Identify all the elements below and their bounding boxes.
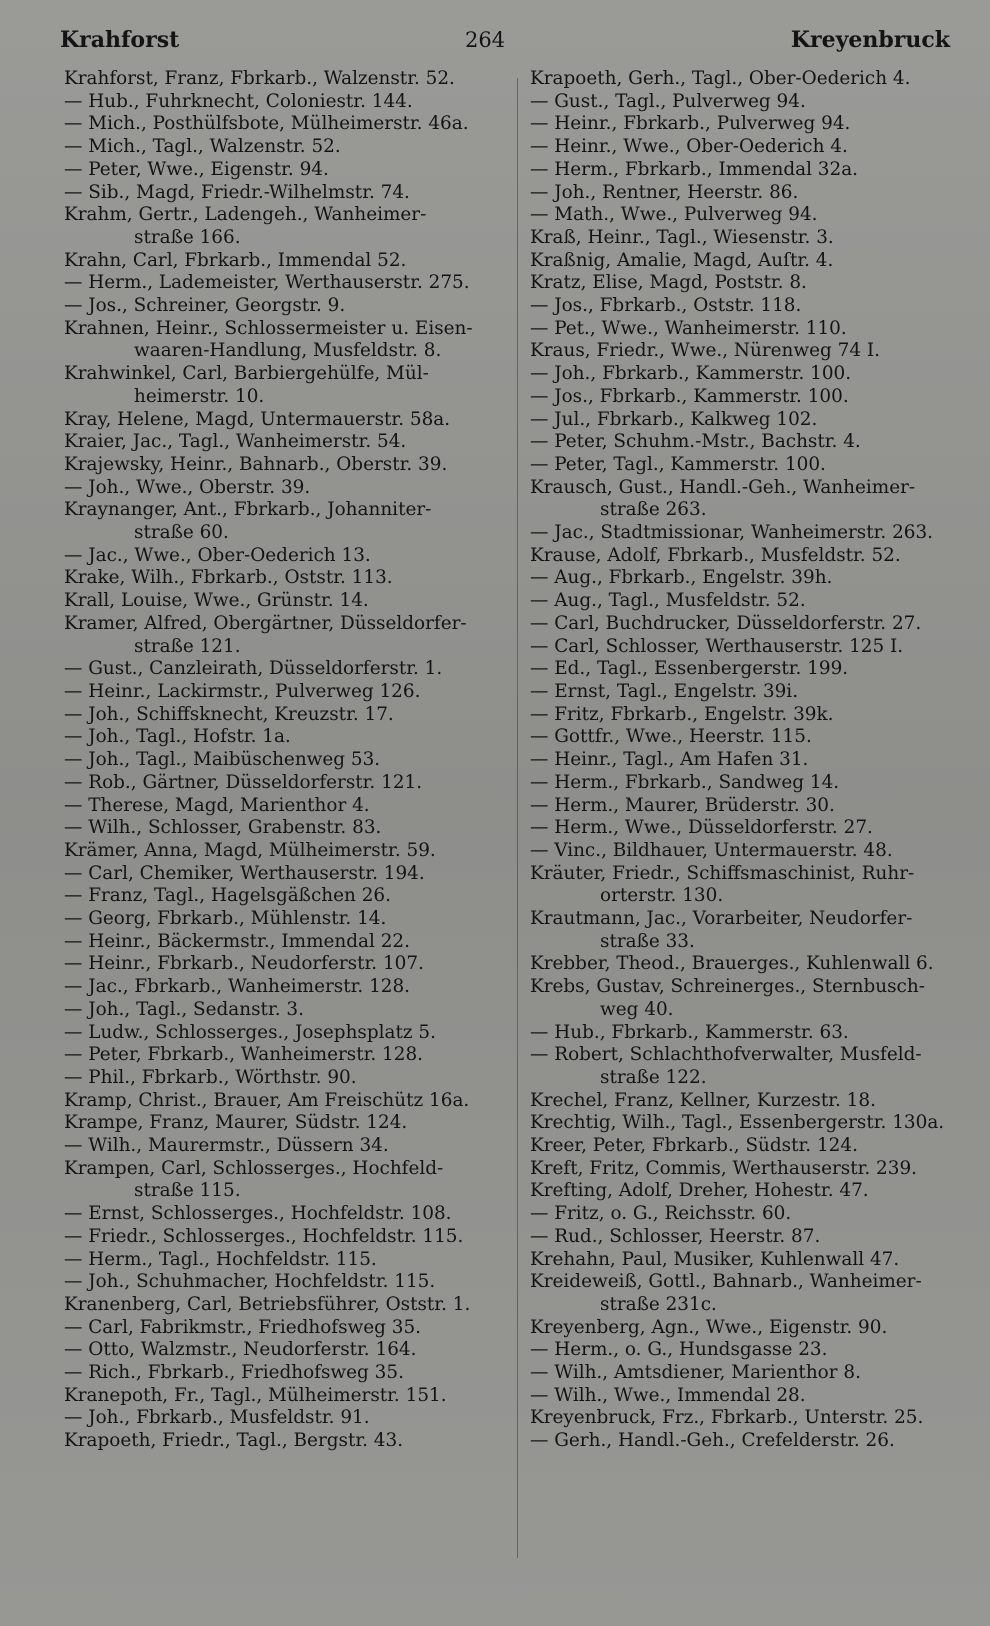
directory-entry: — Gerh., Handl.-Geh., Crefelderstr. 26. — [530, 1430, 895, 1452]
right-column — [530, 68, 970, 1453]
directory-entry: Krehahn, Paul, Musiker, Kuhlenwall 47. — [530, 1248, 900, 1270]
directory-entry: — Jos., Fbrkarb., Kammerstr. 100. — [530, 385, 849, 407]
directory-entry: Krause, Adolf, Fbrkarb., Musfeldstr. 52. — [530, 544, 901, 566]
directory-entry: Krahm, Gertr., Ladengeh., Wanheimer- — [64, 204, 427, 226]
directory-entry: Krahnen, Heinr., Schlossermeister u. Eisen- — [64, 317, 473, 339]
directory-entry: — Heinr., Fbrkarb., Pulverweg 94. — [530, 113, 851, 135]
directory-entry: — Peter, Tagl., Kammerstr. 100. — [530, 453, 826, 475]
directory-entry: — Gottfr., Wwe., Heerstr. 115. — [530, 726, 812, 748]
directory-entry: — Wilh., Amtsdiener, Marienthor 8. — [530, 1362, 861, 1384]
directory-entry: — Franz, Tagl., Hagelsgäßchen 26. — [64, 885, 391, 907]
directory-entry: Kramp, Christ., Brauer, Am Freischütz 16a. — [64, 1089, 470, 1111]
directory-entry: — Aug., Fbrkarb., Engelstr. 39h. — [530, 567, 833, 589]
directory-entry: — Hub., Fuhrknecht, Coloniestr. 144. — [64, 90, 413, 112]
directory-entry: — Jos., Fbrkarb., Oststr. 118. — [530, 295, 802, 317]
directory-entry: Kraus, Friedr., Wwe., Nürenweg 74 I. — [530, 340, 880, 362]
directory-entry: Kraier, Jac., Tagl., Wanheimerstr. 54. — [64, 431, 407, 453]
directory-entry: — Fritz, Fbrkarb., Engelstr. 39k. — [530, 703, 834, 725]
header-right-name: Kreyenbruck — [790, 27, 950, 53]
directory-entry: — Wilh., Schlosser, Grabenstr. 83. — [64, 817, 382, 839]
directory-entry: — Ernst, Tagl., Engelstr. 39i. — [530, 680, 799, 702]
directory-entry: — Heinr., Fbrkarb., Neudorferstr. 107. — [64, 953, 424, 975]
directory-entry: — Sib., Magd, Friedr.-Wilhelmstr. 74. — [64, 181, 410, 203]
directory-entry: Krebs, Gustav, Schreinerges., Sternbusch- — [530, 976, 925, 998]
directory-entry: — Jac., Wwe., Ober-Oederich 13. — [64, 544, 371, 566]
directory-entry: — Jac., Stadtmissionar, Wanheimerstr. 263. — [530, 522, 934, 544]
directory-entry: Krahn, Carl, Fbrkarb., Immendal 52. — [64, 249, 407, 271]
directory-entry: — Herm., Tagl., Hochfeldstr. 115. — [64, 1248, 377, 1270]
directory-entry: — Herm., Maurer, Brüderstr. 30. — [530, 794, 835, 816]
directory-entry: — Carl, Chemiker, Werthauserstr. 194. — [64, 862, 425, 884]
directory-entry: Kräuter, Friedr., Schiffsmaschinist, Ruhr- — [530, 862, 915, 884]
directory-entry: — Joh., Tagl., Maibüschenweg 53. — [64, 749, 381, 771]
directory-entry: — Jul., Fbrkarb., Kalkweg 102. — [530, 408, 818, 430]
directory-entry: — Phil., Fbrkarb., Wörthstr. 90. — [64, 1066, 357, 1088]
directory-entry: — Vinc., Bildhauer, Untermauerstr. 48. — [530, 839, 893, 861]
directory-entry: Krautmann, Jac., Vorarbeiter, Neudorfer- — [530, 908, 913, 930]
directory-entry: Kreft, Fritz, Commis, Werthauserstr. 239. — [530, 1157, 918, 1179]
directory-entry: — Heinr., Wwe., Ober-Oederich 4. — [530, 136, 848, 158]
directory-entry: — Jos., Schreiner, Georgstr. 9. — [64, 295, 346, 317]
directory-entry: Kramer, Alfred, Obergärtner, Düsseldorfer- — [64, 612, 467, 634]
directory-entry: — Therese, Magd, Marienthor 4. — [64, 794, 370, 816]
directory-entry: Kratz, Elise, Magd, Poststr. 8. — [530, 272, 807, 294]
directory-entry-continuation: straße 115. — [134, 1180, 241, 1202]
directory-entry-continuation: straße 231c. — [600, 1293, 717, 1315]
directory-entry-continuation: orterstr. 130. — [600, 885, 724, 907]
directory-entry: — Herm., o. G., Hundsgasse 23. — [530, 1339, 828, 1361]
directory-entry: Krampen, Carl, Schlosserges., Hochfeld- — [64, 1157, 444, 1179]
directory-entry: Krake, Wilh., Fbrkarb., Oststr. 113. — [64, 567, 393, 589]
directory-entry: — Otto, Walzmstr., Neudorferstr. 164. — [64, 1339, 417, 1361]
directory-entry: Krämer, Anna, Magd, Mülheimerstr. 59. — [64, 839, 436, 861]
directory-entry: Krausch, Gust., Handl.-Geh., Wanheimer- — [530, 476, 916, 498]
directory-entry: — Peter, Fbrkarb., Wanheimerstr. 128. — [64, 1044, 424, 1066]
directory-entry: Krechel, Franz, Kellner, Kurzestr. 18. — [530, 1089, 876, 1111]
directory-entry-continuation: weg 40. — [600, 998, 674, 1020]
directory-entry: — Wilh., Wwe., Immendal 28. — [530, 1384, 806, 1406]
directory-entry: — Ed., Tagl., Essenbergerstr. 199. — [530, 658, 849, 680]
directory-entry: — Gust., Tagl., Pulverweg 94. — [530, 90, 806, 112]
directory-entry: — Herm., Wwe., Düsseldorferstr. 27. — [530, 817, 873, 839]
directory-entry: Kraßnig, Amalie, Magd, Auſtr. 4. — [530, 249, 834, 271]
directory-entry: — Rob., Gärtner, Düsseldorferstr. 121. — [64, 771, 423, 793]
directory-entry: Krefting, Adolf, Dreher, Hohestr. 47. — [530, 1180, 869, 1202]
directory-entry: — Hub., Fbrkarb., Kammerstr. 63. — [530, 1021, 849, 1043]
directory-entry: Kranenberg, Carl, Betriebsführer, Oststr. 1. — [64, 1293, 471, 1315]
directory-entry: Kray, Helene, Magd, Untermauerstr. 58a. — [64, 408, 451, 430]
directory-entry: — Georg, Fbrkarb., Mühlenstr. 14. — [64, 908, 387, 930]
directory-entry-continuation: straße 122. — [600, 1066, 707, 1088]
directory-entry: — Gust., Canzleirath, Düsseldorferstr. 1. — [64, 658, 443, 680]
directory-entry: — Heinr., Tagl., Am Hafen 31. — [530, 749, 809, 771]
directory-entry-continuation: straße 33. — [600, 930, 695, 952]
directory-entry-continuation: straße 166. — [134, 226, 241, 248]
directory-entry: Krebber, Theod., Brauerges., Kuhlenwall 6. — [530, 953, 934, 975]
directory-entry: Krapoeth, Gerh., Tagl., Ober-Oederich 4. — [530, 68, 911, 89]
directory-entry: — Mich., Posthülfsbote, Mülheimerstr. 46a. — [64, 113, 469, 135]
directory-entry: — Pet., Wwe., Wanheimerstr. 110. — [530, 317, 847, 339]
column-divider — [517, 78, 518, 1558]
directory-entry: Krahwinkel, Carl, Barbiergehülfe, Mül- — [64, 363, 429, 385]
directory-entry: — Ernst, Schlosserges., Hochfeldstr. 108. — [64, 1203, 452, 1225]
directory-entry: — Rud., Schlosser, Heerstr. 87. — [530, 1225, 821, 1247]
directory-entry: — Carl, Buchdrucker, Düsseldorferstr. 27. — [530, 612, 922, 634]
directory-entry: — Joh., Tagl., Sedanstr. 3. — [64, 998, 304, 1020]
directory-entry: — Heinr., Lackirmstr., Pulverweg 126. — [64, 680, 421, 702]
directory-entry: — Joh., Tagl., Hofstr. 1a. — [64, 726, 291, 748]
directory-entry-continuation: straße 60. — [134, 522, 229, 544]
directory-entry: — Aug., Tagl., Musfeldstr. 52. — [530, 590, 806, 612]
directory-entry: Krechtig, Wilh., Tagl., Essenbergerstr. 130a. — [530, 1112, 945, 1134]
directory-entry-continuation: waaren-Handlung, Musfeldstr. 8. — [134, 340, 442, 362]
directory-entry: Kraß, Heinr., Tagl., Wiesenstr. 3. — [530, 226, 834, 248]
directory-entry: — Fritz, o. G., Reichsstr. 60. — [530, 1203, 792, 1225]
directory-entry: — Peter, Wwe., Eigenstr. 94. — [64, 158, 329, 180]
directory-entry: — Rich., Fbrkarb., Friedhofsweg 35. — [64, 1362, 404, 1384]
directory-entry: — Robert, Schlachthofverwalter, Musfeld- — [530, 1044, 922, 1066]
directory-entry-continuation: straße 121. — [134, 635, 241, 657]
directory-entry: — Herm., Fbrkarb., Immendal 32a. — [530, 158, 859, 180]
directory-entry-continuation: heimerstr. 10. — [134, 385, 265, 407]
directory-entry: — Heinr., Bäckermstr., Immendal 22. — [64, 930, 410, 952]
directory-entry: — Friedr., Schlosserges., Hochfeldstr. 115. — [64, 1225, 464, 1247]
directory-entry: Kreideweiß, Gottl., Bahnarb., Wanheimer- — [530, 1271, 922, 1293]
directory-entry: Krampe, Franz, Maurer, Südstr. 124. — [64, 1112, 408, 1134]
header-left-name: Krahforst — [60, 27, 180, 53]
directory-entry: — Herm., Lademeister, Werthauserstr. 275. — [64, 272, 470, 294]
page-header — [60, 22, 950, 58]
directory-entry: — Math., Wwe., Pulverweg 94. — [530, 204, 818, 226]
directory-entry: Kreer, Peter, Fbrkarb., Südstr. 124. — [530, 1135, 858, 1157]
directory-entry: — Carl, Schlosser, Werthauserstr. 125 I. — [530, 635, 904, 657]
directory-entry: — Joh., Rentner, Heerstr. 86. — [530, 181, 799, 203]
directory-entry: Kreyenberg, Agn., Wwe., Eigenstr. 90. — [530, 1316, 888, 1338]
directory-entry: Kreyenbruck, Frz., Fbrkarb., Unterstr. 25. — [530, 1407, 924, 1429]
directory-entry: — Ludw., Schlosserges., Josephsplatz 5. — [64, 1021, 436, 1043]
directory-entry: — Joh., Wwe., Oberstr. 39. — [64, 476, 311, 498]
directory-entry: — Carl, Fabrikmstr., Friedhofsweg 35. — [64, 1316, 422, 1338]
directory-entry: — Joh., Fbrkarb., Kammerstr. 100. — [530, 363, 852, 385]
directory-entry: — Joh., Schuhmacher, Hochfeldstr. 115. — [64, 1271, 436, 1293]
left-column — [64, 68, 504, 1453]
directory-entry: — Herm., Fbrkarb., Sandweg 14. — [530, 771, 840, 793]
directory-entry: — Mich., Tagl., Walzenstr. 52. — [64, 136, 341, 158]
directory-entry: — Jac., Fbrkarb., Wanheimerstr. 128. — [64, 976, 411, 998]
directory-entry: — Joh., Fbrkarb., Musfeldstr. 91. — [64, 1407, 370, 1429]
directory-entry: Krahforst, Franz, Fbrkarb., Walzenstr. 52. — [64, 68, 455, 89]
directory-entry: Krall, Louise, Wwe., Grünstr. 14. — [64, 590, 369, 612]
directory-entry: — Wilh., Maurermstr., Düssern 34. — [64, 1135, 389, 1157]
directory-entry: Kranepoth, Fr., Tagl., Mülheimerstr. 151. — [64, 1384, 447, 1406]
directory-entry: Kraynanger, Ant., Fbrkarb., Johanniter- — [64, 499, 432, 521]
directory-entry: — Peter, Schuhm.-Mstr., Bachstr. 4. — [530, 431, 861, 453]
directory-entry-continuation: straße 263. — [600, 499, 707, 521]
directory-entry: Krajewsky, Heinr., Bahnarb., Oberstr. 39. — [64, 453, 448, 475]
page-number: 264 — [465, 28, 506, 52]
directory-entry: — Joh., Schiffsknecht, Kreuzstr. 17. — [64, 703, 394, 725]
directory-entry: Krapoeth, Friedr., Tagl., Bergstr. 43. — [64, 1430, 404, 1452]
